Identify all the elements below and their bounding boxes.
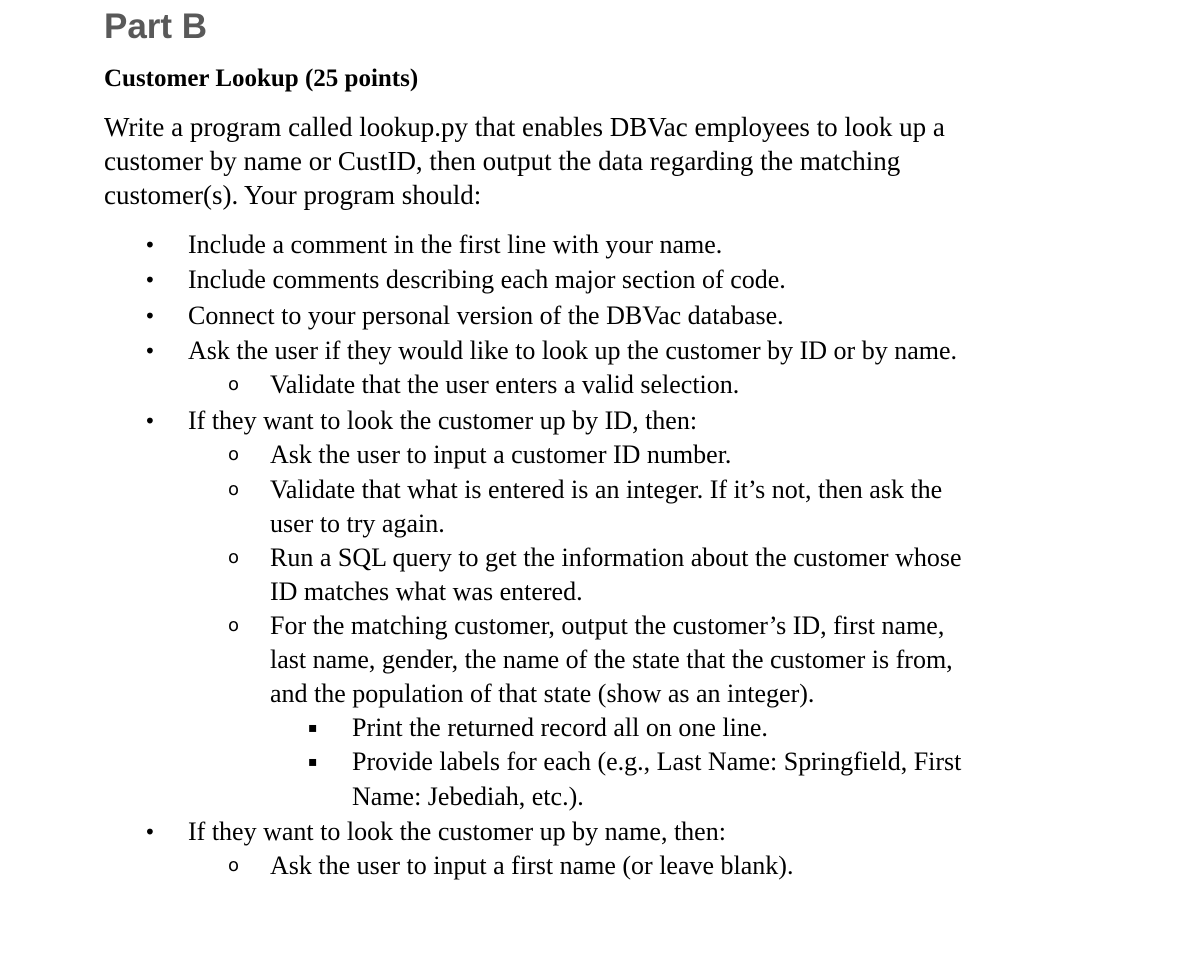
sub-list-item: Validate that the user enters a valid selection. (270, 370, 740, 399)
sub-list-item-continued: and the population of that state (show as an integer). (270, 679, 815, 708)
bullet-marker: • (144, 820, 156, 844)
bullet-marker: • (144, 233, 156, 257)
square-marker: ▪ (308, 754, 318, 770)
sub-list-item: Ask the user to input a customer ID number. (270, 440, 732, 469)
circle-marker: o (228, 374, 240, 395)
circle-marker: o (228, 444, 240, 465)
bullet-marker: • (144, 409, 156, 433)
bullet-marker: • (144, 339, 156, 363)
sub-list-item-continued: user to try again. (270, 509, 445, 538)
intro-line: customer(s). Your program should: (104, 180, 482, 210)
sub-list-item: Validate that what is entered is an integer. If it’s not, then ask the (270, 475, 943, 504)
part-title: Part B (104, 7, 208, 46)
intro-paragraph (104, 110, 1104, 212)
square-marker: ▪ (308, 720, 318, 736)
section-title: Customer Lookup (25 points) (104, 65, 419, 92)
sub-list-item: Run a SQL query to get the information about the customer whose (270, 543, 962, 572)
list-item: Connect to your personal version of the DBVac database. (188, 301, 784, 330)
bullet-marker: • (144, 304, 156, 328)
sub-list-item: For the matching customer, output the customer’s ID, first name, (270, 611, 945, 640)
list-item: If they want to look the customer up by name, then: (188, 817, 726, 846)
sub-sub-list-item: Provide labels for each (e.g., Last Name: Springfield, First (352, 747, 962, 776)
list-item: Ask the user if they would like to look up the customer by ID or by name. (188, 336, 958, 365)
list-item: Include comments describing each major section of code. (188, 265, 786, 294)
intro-line: customer by name or CustID, then output the data regarding the matching (104, 146, 901, 176)
sub-sub-list-item: Print the returned record all on one line. (352, 713, 768, 742)
sub-sub-list-item-continued: Name: Jebediah, etc.). (352, 782, 584, 811)
circle-marker: o (228, 547, 240, 568)
intro-line: Write a program called lookup.py that enables DBVac employees to look up a (104, 112, 945, 142)
sub-list-item-continued: last name, gender, the name of the state that the customer is from, (270, 645, 953, 674)
list-item: Include a comment in the first line with your name. (188, 230, 723, 259)
bullet-marker: • (144, 268, 156, 292)
sub-list-item: Ask the user to input a first name (or leave blank). (270, 851, 794, 880)
circle-marker: o (228, 615, 240, 636)
circle-marker: o (228, 479, 240, 500)
sub-list-item-continued: ID matches what was entered. (270, 577, 583, 606)
list-item: If they want to look the customer up by ID, then: (188, 406, 698, 435)
circle-marker: o (228, 855, 240, 876)
